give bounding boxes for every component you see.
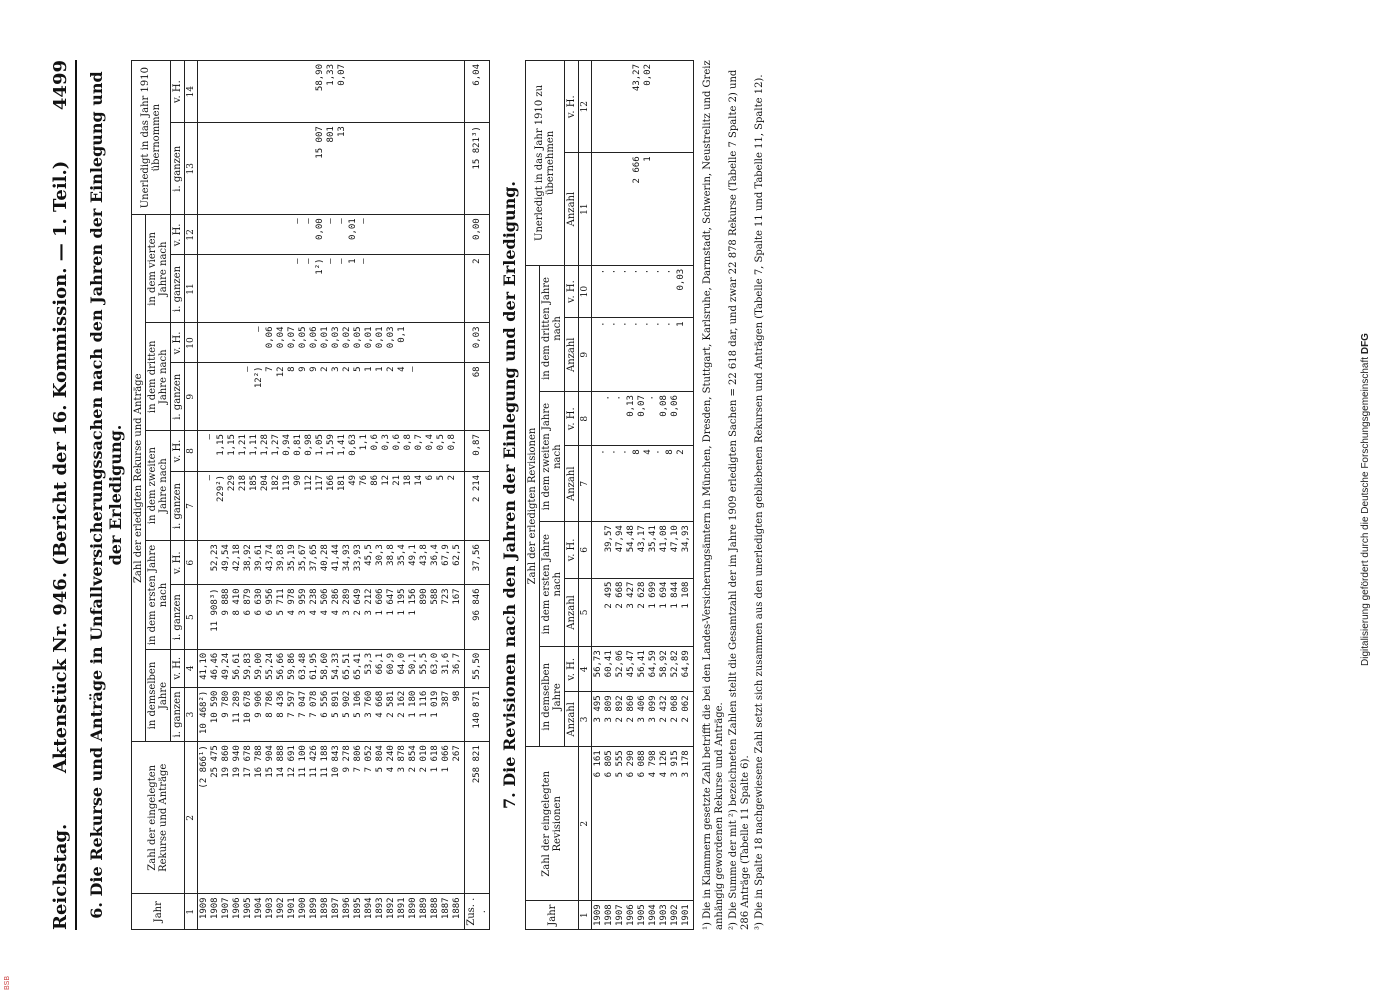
th-vh: v. H. <box>565 392 579 446</box>
colnum: 11 <box>185 255 198 323</box>
th-anzahl: Anzahl <box>565 318 579 392</box>
th-first: in dem ersten Jahre nach <box>146 541 171 650</box>
th-third: in dem dritten Jahre nach <box>540 265 565 391</box>
th-ig: i. ganzen <box>171 123 185 215</box>
col-same-anzahl: 3 495 3 809 2 892 2 860 3 406 3 099 2 432 2 068 2 062 <box>592 692 694 747</box>
colnum: 9 <box>185 363 198 431</box>
section7-title: 7. Die Revisionen nach den Jahren der Einlegung und der Erledigung. <box>500 181 519 809</box>
col-first-pct: 52,23 49,54 42,18 38,92 39,61 43,74 39,83 35,19 35,67 37,65 40,28 41,44 34,93 33,93 45,5 30,3 38,8 35,4 49,1 43,8 36,4 67,9 62,5 <box>198 541 465 585</box>
th-jahr: Jahr <box>526 901 579 930</box>
th-vh: v. H. <box>171 215 185 255</box>
sum-label: Zus. . . <box>465 894 490 930</box>
colnum: 2 <box>579 747 592 901</box>
colnum: 12 <box>185 215 198 255</box>
col-first-anzahl: 2 495 2 668 3 427 2 628 1 699 1 694 1 844 1 108 <box>592 578 694 647</box>
th-vh: v. H. <box>565 522 579 578</box>
col-same-total: 10 468²) 10 590 9 780 11 289 10 678 9 906 8 786 8 436 7 597 7 047 7 078 6 556 5 891 5 902 5 106 3 760 4 668 2 581 2 162 1 180 1 116 1 019 387 98 <box>198 687 465 742</box>
th-ig: i. ganzen <box>171 255 185 323</box>
th-fourth: in dem vierten Jahre nach <box>146 215 171 323</box>
section6-title: 6. Die Rekurse und Anträge in Unfallversicherungssachen nach den Jahren der Einlegung und der Erledigung. <box>87 71 125 919</box>
library-stamp: BSB <box>4 975 11 990</box>
col-third-pct: — 0,06 0,04 0,07 0,05 0,06 0,01 0,03 0,02 0,05 0,01 0,01 0,03 0,1 <box>198 323 465 363</box>
th-same: in demselben Jahre <box>146 649 171 741</box>
col-unerledigt-pct: 58,90 1,33 0,07 <box>198 61 465 123</box>
table-rekurse <box>131 60 490 930</box>
th-erledigt: Zahl der erledigten Revisionen <box>526 265 540 747</box>
th-second: in dem zweiten Jahre nach <box>540 392 565 522</box>
colnum: 13 <box>185 123 198 215</box>
dfg-logo: DFG <box>1360 333 1371 355</box>
header-left: Reichstag. <box>50 823 71 930</box>
th-vh: v. H. <box>171 61 185 123</box>
colnum: 4 <box>185 649 198 687</box>
th-first: in dem ersten Jahre nach <box>540 522 565 647</box>
sum-cell: 258 821 <box>465 742 490 894</box>
colnum: 3 <box>579 692 592 747</box>
sum-cell: 55,50 <box>465 649 490 687</box>
th-ig: i. ganzen <box>171 471 185 540</box>
colnum: 8 <box>579 392 592 446</box>
footnote: ¹) Die in Klammern gesetzte Zahl betrifft die bei den Landes-Versicherungsämtern in München, Dresden, Stuttgart, Karlsruhe, Darmstadt, Schwerin, Neustrelitz und Greiz anhängig gewordenen Rekurse und Anträge. <box>702 60 725 930</box>
th-zahl: Zahl der eingelegten Rekurse und Anträge <box>132 742 185 894</box>
th-anzahl: Anzahl <box>565 578 579 647</box>
th-third: in dem dritten Jahre nach <box>146 323 171 431</box>
sum-cell: 0,00 <box>465 215 490 255</box>
th-ig: i. ganzen <box>171 585 185 649</box>
colnum: 1 <box>185 894 198 930</box>
col-unerledigt-anzahl: 2 666 1 <box>592 153 694 265</box>
th-ig: i. ganzen <box>171 363 185 431</box>
col-years: 1909 1908 1907 1906 1905 1904 1903 1902 1901 1900 1899 1898 1897 1896 1895 1894 1893 1892 1891 1890 1889 1888 1887 1886 <box>198 894 465 930</box>
col-eingelegt: (2 866¹) 25 475 19 860 19 940 17 678 16 788 15 904 14 888 12 691 11 100 11 426 11 188 10 843 9 278 7 806 7 052 5 804 4 240 3 878 2 854 2 010 1 618 1 066 267 <box>198 742 465 894</box>
colnum: 8 <box>185 431 198 472</box>
col-third-anzahl: · · · · · · · 1 <box>592 318 694 392</box>
th-vh: v. H. <box>565 265 579 318</box>
th-anzahl: Anzahl <box>565 692 579 747</box>
colnum: 4 <box>579 647 592 692</box>
col-second-pct: — 1,15 1,15 1,21 1,11 1,28 1,27 0,94 0,81 0,98 1,05 1,59 1,41 0,63 1,1 0,6 0,3 0,6 0,8 0,7 0,4 0,5 0,8 <box>198 431 465 472</box>
sum-cell: 2 214 <box>465 471 490 540</box>
colnum: 6 <box>579 522 592 578</box>
table-body-row <box>592 61 694 930</box>
th-second: in dem zweiten Jahre nach <box>146 431 171 541</box>
col-unerledigt-total: 15 007 801 13 <box>198 123 465 215</box>
colnum: 10 <box>185 323 198 363</box>
col-second-total: — 229²) 229 218 185 204 182 119 90 112 117 166 181 49 76 86 12 21 18 14 6 5 2 <box>198 471 465 540</box>
col-fourth-pct: — — 0,00 — — 0,01 — <box>198 215 465 255</box>
footnote: ²) Die Summe der mit ²) bezeichneten Zahlen stellt die Gesamtzahl der im Jahre 1909 erledigten Sachen = 22 618 dar, und zwar 22 878 Rekurse (Tabelle 7 Spalte 2) und 286 Anträge (Tabelle 11 Spalte 6). <box>728 69 751 930</box>
col-same-pct: 41,10 46,46 49,24 56,61 59,83 59,00 55,24 56,66 59,86 63,48 61,95 58,60 54,33 65,51 65,41 53,3 66,1 60,9 64,0 50,1 55,5 63,0 31,6 36,7 <box>198 649 465 687</box>
column-numbers <box>579 61 592 930</box>
table-revisionen <box>525 60 694 930</box>
colnum: 11 <box>579 153 592 265</box>
sum-cell: 96 846 <box>465 585 490 649</box>
th-anzahl: Anzahl <box>565 446 579 522</box>
sum-cell: 0,87 <box>465 431 490 472</box>
col-years: 1909 1908 1907 1906 1905 1904 1903 1902 1901 <box>592 901 694 930</box>
header-center: Aktenstück Nr. 946. (Bericht der 16. Kommission. — 1. Teil.) <box>50 160 71 774</box>
colnum: 3 <box>185 687 198 742</box>
footnote: ³) Die in Spalte 18 nachgewiesene Zahl setzt sich zusammen aus den unerledigten gebliebenen Rekursen und Anträgen (Tabelle 7, Spalte 11 und Tabelle 11, Spalte 12). <box>754 74 765 930</box>
col-first-pct: 39,57 47,94 54,48 43,17 35,41 41,08 47,10 34,93 <box>592 522 694 578</box>
colnum: 14 <box>185 61 198 123</box>
sum-cell: 68 <box>465 363 490 431</box>
th-vh: v. H. <box>171 541 185 585</box>
col-fourth-total: — — 1²) — — 1 — <box>198 255 465 323</box>
column-numbers <box>185 61 198 930</box>
colnum: 7 <box>185 471 198 540</box>
th-zahl: Zahl der eingelegten Revisionen <box>526 747 579 901</box>
col-unerledigt-pct: 43,27 0,02 <box>592 61 694 153</box>
th-vh: v. H. <box>171 431 185 472</box>
colnum: 5 <box>579 578 592 647</box>
th-ig: i. ganzen <box>171 687 185 742</box>
col-second-anzahl: · · · 8 4 · 8 2 <box>592 446 694 522</box>
col-first-total: 11 908³) 9 888 8 410 6 879 6 630 6 956 5 711 4 978 3 959 4 238 4 506 4 286 3 289 2 649 3 212 1 606 1 647 1 195 1 156 890 588 723 167 <box>198 585 465 649</box>
digitization-credit <box>1360 20 1378 980</box>
th-anzahl: Anzahl <box>565 153 579 265</box>
colnum: 10 <box>579 265 592 318</box>
sum-cell: 15 821³) <box>465 123 490 215</box>
col-same-pct: 56,73 60,41 52,06 45,47 56,41 64,59 58,92 52,82 64,89 <box>592 647 694 692</box>
th-unerledigt: Unerledigt in das Jahr 1910 übernommen <box>132 61 171 215</box>
credit-text: Digitalisierung gefördert durch die Deutsche Forschungsgemeinschaft <box>1360 357 1371 667</box>
th-vh: v. H. <box>171 323 185 363</box>
colnum: 9 <box>579 318 592 392</box>
th-vh: v. H. <box>171 649 185 687</box>
colnum: 12 <box>579 61 592 153</box>
sum-cell: 0,03 <box>465 323 490 363</box>
th-same: in demselben Jahre <box>540 647 565 747</box>
col-second-pct: · · 0,13 0,07 · 0,08 0,06 <box>592 392 694 446</box>
colnum: 6 <box>185 541 198 585</box>
col-third-pct: · · · · · · · 0,03 <box>592 265 694 318</box>
sum-cell: 37,56 <box>465 541 490 585</box>
footnotes <box>702 60 766 930</box>
th-jahr: Jahr <box>132 894 185 930</box>
sum-cell: 140 871 <box>465 687 490 742</box>
th-vh: v. H. <box>565 61 579 153</box>
colnum: 5 <box>185 585 198 649</box>
table-body-row <box>198 61 465 930</box>
sum-cell: 6,04 <box>465 61 490 123</box>
sum-row <box>465 61 490 930</box>
col-eingelegt: 6 161 6 805 5 555 6 290 6 088 4 798 4 126 3 915 3 178 <box>592 747 694 901</box>
running-head <box>50 60 77 930</box>
colnum: 7 <box>579 446 592 522</box>
col-third-total: — 12²) 7 12 8 9 9 2 3 2 5 1 1 2 4 — <box>198 363 465 431</box>
th-unerledigt: Unerledigt in das Jahr 1910 zu übernehmen <box>526 61 565 266</box>
colnum: 2 <box>185 742 198 894</box>
colnum: 1 <box>579 901 592 930</box>
page-number: 4499 <box>50 60 71 111</box>
sum-cell: 2 <box>465 255 490 323</box>
th-erledigt: Zahl der erledigten Rekurse und Anträge <box>132 215 146 742</box>
th-vh: v. H. <box>565 647 579 692</box>
